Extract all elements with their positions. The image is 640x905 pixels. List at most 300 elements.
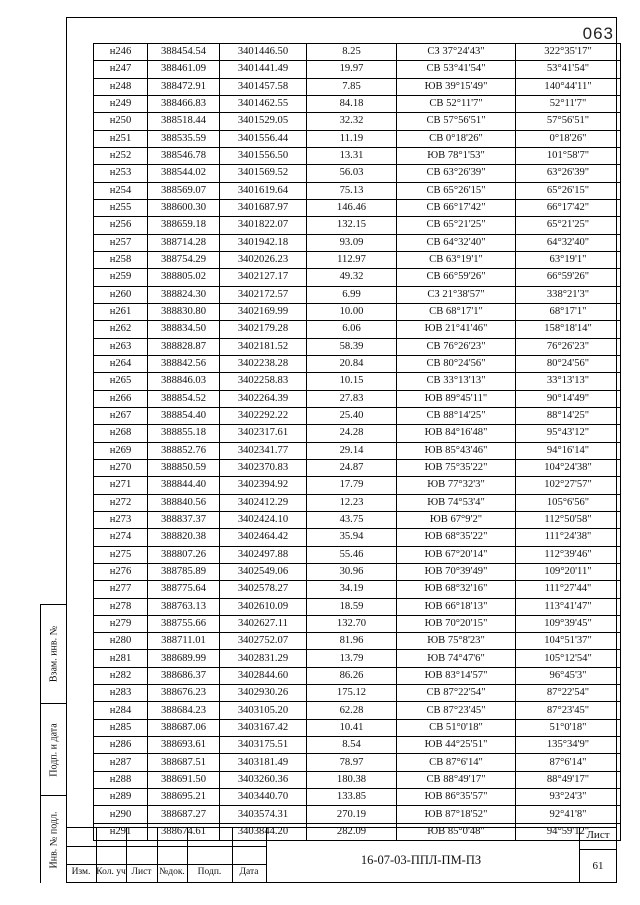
cell-azimuth: 63°19'1" xyxy=(516,251,621,268)
cell-point: н250 xyxy=(94,113,148,130)
table-row xyxy=(94,511,621,528)
table-row xyxy=(94,130,621,147)
cell-length: 175.12 xyxy=(307,685,397,702)
sidebar-cell-vzam xyxy=(41,605,67,704)
cell-y: 3401457.58 xyxy=(220,78,307,95)
stamp-label-podp: Подп. xyxy=(197,867,222,877)
cell-length: 11.19 xyxy=(307,130,397,147)
cell-x: 388805.02 xyxy=(148,269,220,286)
cell-y: 3402497.88 xyxy=(220,546,307,563)
cell-point: н246 xyxy=(94,44,148,61)
cell-rhumb: ЮВ 67°9'2" xyxy=(397,511,516,528)
cell-length: 29.14 xyxy=(307,442,397,459)
cell-length: 25.40 xyxy=(307,407,397,424)
cell-rhumb: СВ 0°18'26" xyxy=(397,130,516,147)
cell-rhumb: СВ 57°56'51" xyxy=(397,113,516,130)
cell-length: 58.39 xyxy=(307,338,397,355)
cell-x: 388544.02 xyxy=(148,165,220,182)
cell-length: 43.75 xyxy=(307,511,397,528)
cell-point: н282 xyxy=(94,667,148,684)
cell-x: 388674.61 xyxy=(148,823,220,840)
cell-rhumb: ЮВ 85°0'48" xyxy=(397,823,516,840)
cell-x: 388693.61 xyxy=(148,737,220,754)
cell-azimuth: 96°45'3" xyxy=(516,667,621,684)
sidebar-cell-podp xyxy=(41,704,67,796)
cell-x: 388714.28 xyxy=(148,234,220,251)
cell-rhumb: ЮВ 66°18'13" xyxy=(397,598,516,615)
sidebar-podp-label: Подп. и дата xyxy=(48,722,60,777)
cell-azimuth: 109°39'45" xyxy=(516,615,621,632)
cell-length: 180.38 xyxy=(307,771,397,788)
cell-x: 388855.18 xyxy=(148,425,220,442)
cell-azimuth: 88°49'17" xyxy=(516,771,621,788)
cell-rhumb: ЮВ 85°43'46" xyxy=(397,442,516,459)
cell-x: 388659.18 xyxy=(148,217,220,234)
table-row xyxy=(94,113,621,130)
cell-point: н247 xyxy=(94,61,148,78)
cell-x: 388837.37 xyxy=(148,511,220,528)
cell-y: 3402179.28 xyxy=(220,321,307,338)
cell-length: 13.79 xyxy=(307,650,397,667)
cell-y: 3402464.42 xyxy=(220,529,307,546)
cell-rhumb: ЮВ 75°8'23" xyxy=(397,633,516,650)
cell-x: 388854.40 xyxy=(148,407,220,424)
cell-rhumb: ЮВ 74°53'4" xyxy=(397,494,516,511)
cell-x: 388687.51 xyxy=(148,754,220,771)
cell-x: 388466.83 xyxy=(148,95,220,112)
cell-y: 3402169.99 xyxy=(220,303,307,320)
cell-azimuth: 80°24'56" xyxy=(516,355,621,372)
cell-y: 3403260.36 xyxy=(220,771,307,788)
table-row xyxy=(94,355,621,372)
cell-rhumb: ЮВ 70°39'49" xyxy=(397,563,516,580)
cell-azimuth: 322°35'17" xyxy=(516,44,621,61)
table-row xyxy=(94,685,621,702)
cell-azimuth: 88°14'25" xyxy=(516,407,621,424)
cell-azimuth: 158°18'14" xyxy=(516,321,621,338)
cell-y: 3403440.70 xyxy=(220,789,307,806)
cell-rhumb: СВ 66°17'42" xyxy=(397,199,516,216)
cell-length: 7.85 xyxy=(307,78,397,95)
cell-point: н283 xyxy=(94,685,148,702)
cell-length: 270.19 xyxy=(307,806,397,823)
cell-length: 86.26 xyxy=(307,667,397,684)
cell-rhumb: ЮВ 74°47'6" xyxy=(397,650,516,667)
cell-y: 3403105.20 xyxy=(220,702,307,719)
cell-azimuth: 65°26'15" xyxy=(516,182,621,199)
cell-y: 3402258.83 xyxy=(220,373,307,390)
cell-point: н262 xyxy=(94,321,148,338)
cell-point: н288 xyxy=(94,771,148,788)
cell-length: 56.03 xyxy=(307,165,397,182)
cell-point: н278 xyxy=(94,598,148,615)
cell-length: 32.32 xyxy=(307,113,397,130)
cell-y: 3402752.07 xyxy=(220,633,307,650)
cell-point: н248 xyxy=(94,78,148,95)
cell-length: 6.06 xyxy=(307,321,397,338)
cell-x: 388754.29 xyxy=(148,251,220,268)
table-row xyxy=(94,78,621,95)
cell-length: 10.15 xyxy=(307,373,397,390)
cell-length: 8.25 xyxy=(307,44,397,61)
cell-y: 3401822.07 xyxy=(220,217,307,234)
cell-rhumb: СВ 87°22'54" xyxy=(397,685,516,702)
cell-rhumb: СВ 53°41'54" xyxy=(397,61,516,78)
cell-azimuth: 111°27'44" xyxy=(516,581,621,598)
cell-length: 34.19 xyxy=(307,581,397,598)
cell-point: н291 xyxy=(94,823,148,840)
cell-length: 6.99 xyxy=(307,286,397,303)
cell-y: 3402292.22 xyxy=(220,407,307,424)
cell-azimuth: 140°44'11" xyxy=(516,78,621,95)
cell-point: н274 xyxy=(94,529,148,546)
cell-x: 388676.23 xyxy=(148,685,220,702)
cell-point: н279 xyxy=(94,615,148,632)
table-row xyxy=(94,269,621,286)
cell-x: 388844.40 xyxy=(148,477,220,494)
cell-rhumb: ЮВ 21°41'46" xyxy=(397,321,516,338)
cell-x: 388711.01 xyxy=(148,633,220,650)
cell-rhumb: ЮВ 86°35'57" xyxy=(397,789,516,806)
cell-azimuth: 95°43'12" xyxy=(516,425,621,442)
cell-length: 20.84 xyxy=(307,355,397,372)
cell-rhumb: ЮВ 83°14'57" xyxy=(397,667,516,684)
cell-azimuth: 87°6'14" xyxy=(516,754,621,771)
cell-rhumb: СВ 68°17'1" xyxy=(397,303,516,320)
cell-azimuth: 90°14'49" xyxy=(516,390,621,407)
cell-length: 81.96 xyxy=(307,633,397,650)
cell-azimuth: 112°50'58" xyxy=(516,511,621,528)
table-row xyxy=(94,563,621,580)
cell-azimuth: 135°34'9" xyxy=(516,737,621,754)
cell-x: 388824.30 xyxy=(148,286,220,303)
table-row xyxy=(94,667,621,684)
cell-azimuth: 76°26'23" xyxy=(516,338,621,355)
cell-length: 18.59 xyxy=(307,598,397,615)
cell-rhumb: ЮВ 70°20'15" xyxy=(397,615,516,632)
cell-rhumb: СВ 76°26'23" xyxy=(397,338,516,355)
table-row xyxy=(94,234,621,251)
cell-rhumb: ЮВ 67°20'14" xyxy=(397,546,516,563)
table-row xyxy=(94,615,621,632)
cell-point: н281 xyxy=(94,650,148,667)
cell-y: 3403181.49 xyxy=(220,754,307,771)
cell-length: 93.09 xyxy=(307,234,397,251)
cell-rhumb: СВ 64°32'40" xyxy=(397,234,516,251)
cell-point: н266 xyxy=(94,390,148,407)
cell-rhumb: СЗ 21°38'57" xyxy=(397,286,516,303)
cell-length: 112.97 xyxy=(307,251,397,268)
cell-y: 3402424.10 xyxy=(220,511,307,528)
cell-y: 3402578.27 xyxy=(220,581,307,598)
cell-x: 388834.50 xyxy=(148,321,220,338)
cell-x: 388852.76 xyxy=(148,442,220,459)
cell-point: н268 xyxy=(94,425,148,442)
table-row xyxy=(94,95,621,112)
cell-azimuth: 66°59'26" xyxy=(516,269,621,286)
cell-point: н280 xyxy=(94,633,148,650)
cell-y: 3402181.52 xyxy=(220,338,307,355)
cell-point: н287 xyxy=(94,754,148,771)
cell-length: 8.54 xyxy=(307,737,397,754)
table-row xyxy=(94,44,621,61)
table-row xyxy=(94,390,621,407)
cell-azimuth: 93°24'3" xyxy=(516,789,621,806)
cell-y: 3402264.39 xyxy=(220,390,307,407)
cell-length: 27.83 xyxy=(307,390,397,407)
left-sidebar-stamp xyxy=(40,604,66,883)
cell-x: 388695.21 xyxy=(148,789,220,806)
cell-azimuth: 65°21'25" xyxy=(516,217,621,234)
cell-azimuth: 52°11'7" xyxy=(516,95,621,112)
cell-point: н285 xyxy=(94,719,148,736)
cell-length: 13.31 xyxy=(307,147,397,164)
cell-rhumb: ЮВ 44°25'51" xyxy=(397,737,516,754)
table-row xyxy=(94,165,621,182)
cell-length: 133.85 xyxy=(307,789,397,806)
cell-rhumb: СВ 87°6'14" xyxy=(397,754,516,771)
cell-rhumb: СВ 63°26'39" xyxy=(397,165,516,182)
cell-rhumb: СВ 33°13'13" xyxy=(397,373,516,390)
cell-y: 3401687.97 xyxy=(220,199,307,216)
cell-y: 3402844.60 xyxy=(220,667,307,684)
table-row xyxy=(94,529,621,546)
sheet-label: Лист xyxy=(586,829,610,841)
sidebar-cell-inv xyxy=(41,796,67,884)
cell-x: 388840.56 xyxy=(148,494,220,511)
cell-x: 388854.52 xyxy=(148,390,220,407)
cell-azimuth: 104°51'37" xyxy=(516,633,621,650)
cell-length: 12.23 xyxy=(307,494,397,511)
cell-azimuth: 111°24'38" xyxy=(516,529,621,546)
table-row xyxy=(94,407,621,424)
table-row xyxy=(94,581,621,598)
cell-point: н272 xyxy=(94,494,148,511)
cell-azimuth: 64°32'40" xyxy=(516,234,621,251)
cell-x: 388850.59 xyxy=(148,459,220,476)
cell-azimuth: 104°24'38" xyxy=(516,459,621,476)
cell-y: 3402026.23 xyxy=(220,251,307,268)
cell-y: 3402172.57 xyxy=(220,286,307,303)
cell-length: 62.28 xyxy=(307,702,397,719)
cell-azimuth: 109°20'11" xyxy=(516,563,621,580)
cell-rhumb: СВ 51°0'18" xyxy=(397,719,516,736)
cell-rhumb: СВ 66°59'26" xyxy=(397,269,516,286)
cell-x: 388828.87 xyxy=(148,338,220,355)
cell-length: 75.13 xyxy=(307,182,397,199)
cell-length: 10.41 xyxy=(307,719,397,736)
cell-y: 3403574.31 xyxy=(220,806,307,823)
document-code: 16-07-03-ППЛ-ПМ-ПЗ xyxy=(360,853,482,867)
cell-y: 3401942.18 xyxy=(220,234,307,251)
cell-y: 3401619.64 xyxy=(220,182,307,199)
cell-azimuth: 338°21'3" xyxy=(516,286,621,303)
cell-point: н265 xyxy=(94,373,148,390)
table-row xyxy=(94,217,621,234)
cell-y: 3402412.29 xyxy=(220,494,307,511)
cell-x: 388569.07 xyxy=(148,182,220,199)
cell-y: 3402831.29 xyxy=(220,650,307,667)
table-row xyxy=(94,199,621,216)
cell-point: н289 xyxy=(94,789,148,806)
cell-rhumb: ЮВ 39°15'49" xyxy=(397,78,516,95)
cell-y: 3401569.52 xyxy=(220,165,307,182)
cell-rhumb: СВ 88°14'25" xyxy=(397,407,516,424)
cell-rhumb: СВ 65°21'25" xyxy=(397,217,516,234)
cell-length: 49.32 xyxy=(307,269,397,286)
cell-x: 388687.27 xyxy=(148,806,220,823)
cell-y: 3402370.83 xyxy=(220,459,307,476)
table-row xyxy=(94,286,621,303)
cell-azimuth: 33°13'13" xyxy=(516,373,621,390)
table-row xyxy=(94,771,621,788)
cell-azimuth: 66°17'42" xyxy=(516,199,621,216)
cell-y: 3402317.61 xyxy=(220,425,307,442)
cell-length: 146.46 xyxy=(307,199,397,216)
cell-y: 3402930.26 xyxy=(220,685,307,702)
table-row xyxy=(94,321,621,338)
cell-length: 84.18 xyxy=(307,95,397,112)
title-block xyxy=(66,827,617,883)
cell-point: н275 xyxy=(94,546,148,563)
sheet-number: 61 xyxy=(592,860,604,872)
cell-rhumb: СВ 65°26'15" xyxy=(397,182,516,199)
table-row xyxy=(94,61,621,78)
cell-azimuth: 57°56'51" xyxy=(516,113,621,130)
table-row xyxy=(94,702,621,719)
cell-point: н284 xyxy=(94,702,148,719)
cell-rhumb: СВ 63°19'1" xyxy=(397,251,516,268)
cell-rhumb: ЮВ 87°18'52" xyxy=(397,806,516,823)
cell-y: 3401441.49 xyxy=(220,61,307,78)
cell-point: н290 xyxy=(94,806,148,823)
cell-x: 388535.59 xyxy=(148,130,220,147)
table-row xyxy=(94,806,621,823)
cell-x: 388775.64 xyxy=(148,581,220,598)
cell-x: 388461.09 xyxy=(148,61,220,78)
cell-point: н276 xyxy=(94,563,148,580)
stamp-label-list: Лист xyxy=(131,867,152,877)
cell-x: 388600.30 xyxy=(148,199,220,216)
cell-point: н256 xyxy=(94,217,148,234)
cell-point: н267 xyxy=(94,407,148,424)
cell-point: н264 xyxy=(94,355,148,372)
cell-point: н258 xyxy=(94,251,148,268)
cell-rhumb: ЮВ 89°45'11" xyxy=(397,390,516,407)
cell-y: 3402341.77 xyxy=(220,442,307,459)
cell-point: н253 xyxy=(94,165,148,182)
cell-point: н254 xyxy=(94,182,148,199)
cell-azimuth: 105°12'54" xyxy=(516,650,621,667)
cell-point: н259 xyxy=(94,269,148,286)
cell-point: н277 xyxy=(94,581,148,598)
cell-rhumb: ЮВ 84°16'48" xyxy=(397,425,516,442)
page-number: 063 xyxy=(582,24,614,43)
cell-azimuth: 113°41'47" xyxy=(516,598,621,615)
cell-x: 388454.54 xyxy=(148,44,220,61)
cell-x: 388807.26 xyxy=(148,546,220,563)
cell-azimuth: 53°41'54" xyxy=(516,61,621,78)
cell-azimuth: 51°0'18" xyxy=(516,719,621,736)
table-row xyxy=(94,494,621,511)
cell-azimuth: 112°39'46" xyxy=(516,546,621,563)
cell-x: 388842.56 xyxy=(148,355,220,372)
cell-point: н260 xyxy=(94,286,148,303)
table-row xyxy=(94,789,621,806)
cell-point: н251 xyxy=(94,130,148,147)
stamp-label-data: Дата xyxy=(239,867,259,877)
cell-x: 388830.80 xyxy=(148,303,220,320)
cell-azimuth: 94°16'14" xyxy=(516,442,621,459)
table-row xyxy=(94,754,621,771)
cell-length: 35.94 xyxy=(307,529,397,546)
cell-point: н261 xyxy=(94,303,148,320)
cell-length: 55.46 xyxy=(307,546,397,563)
cell-length: 30.96 xyxy=(307,563,397,580)
cell-point: н286 xyxy=(94,737,148,754)
cell-point: н249 xyxy=(94,95,148,112)
cell-length: 24.28 xyxy=(307,425,397,442)
cell-point: н263 xyxy=(94,338,148,355)
table-row xyxy=(94,303,621,320)
cell-y: 3403844.20 xyxy=(220,823,307,840)
cell-azimuth: 87°23'45" xyxy=(516,702,621,719)
cell-rhumb: СВ 52°11'7" xyxy=(397,95,516,112)
cell-x: 388763.13 xyxy=(148,598,220,615)
table-row xyxy=(94,425,621,442)
cell-rhumb: ЮВ 78°1'53" xyxy=(397,147,516,164)
cell-azimuth: 92°41'8" xyxy=(516,806,621,823)
cell-length: 282.09 xyxy=(307,823,397,840)
coordinates-table xyxy=(93,43,621,841)
cell-x: 388785.89 xyxy=(148,563,220,580)
cell-azimuth: 87°22'54" xyxy=(516,685,621,702)
cell-x: 388684.23 xyxy=(148,702,220,719)
cell-azimuth: 94°59'12" xyxy=(516,823,621,840)
cell-rhumb: ЮВ 75°35'22" xyxy=(397,459,516,476)
cell-x: 388846.03 xyxy=(148,373,220,390)
cell-length: 17.79 xyxy=(307,477,397,494)
cell-point: н257 xyxy=(94,234,148,251)
cell-y: 3402549.06 xyxy=(220,563,307,580)
cell-rhumb: ЮВ 68°35'22" xyxy=(397,529,516,546)
cell-x: 388689.99 xyxy=(148,650,220,667)
stamp-label-ndok: №док. xyxy=(159,867,185,877)
cell-azimuth: 0°18'26" xyxy=(516,130,621,147)
cell-azimuth: 102°27'57" xyxy=(516,477,621,494)
cell-length: 132.15 xyxy=(307,217,397,234)
cell-azimuth: 63°26'39" xyxy=(516,165,621,182)
cell-rhumb: СЗ 37°24'43" xyxy=(397,44,516,61)
table-row xyxy=(94,251,621,268)
cell-rhumb: СВ 88°49'17" xyxy=(397,771,516,788)
cell-y: 3401556.44 xyxy=(220,130,307,147)
table-row xyxy=(94,147,621,164)
cell-y: 3402394.92 xyxy=(220,477,307,494)
cell-length: 19.97 xyxy=(307,61,397,78)
cell-y: 3401446.50 xyxy=(220,44,307,61)
table-row xyxy=(94,459,621,476)
cell-x: 388518.44 xyxy=(148,113,220,130)
cell-length: 132.70 xyxy=(307,615,397,632)
cell-x: 388691.50 xyxy=(148,771,220,788)
sidebar-inv-label: Инв. № подл. xyxy=(48,811,60,869)
cell-y: 3401556.50 xyxy=(220,147,307,164)
cell-point: н271 xyxy=(94,477,148,494)
cell-azimuth: 105°6'56" xyxy=(516,494,621,511)
cell-rhumb: ЮВ 68°32'16" xyxy=(397,581,516,598)
sidebar-vzam-label: Взам. инв. № xyxy=(48,625,60,683)
